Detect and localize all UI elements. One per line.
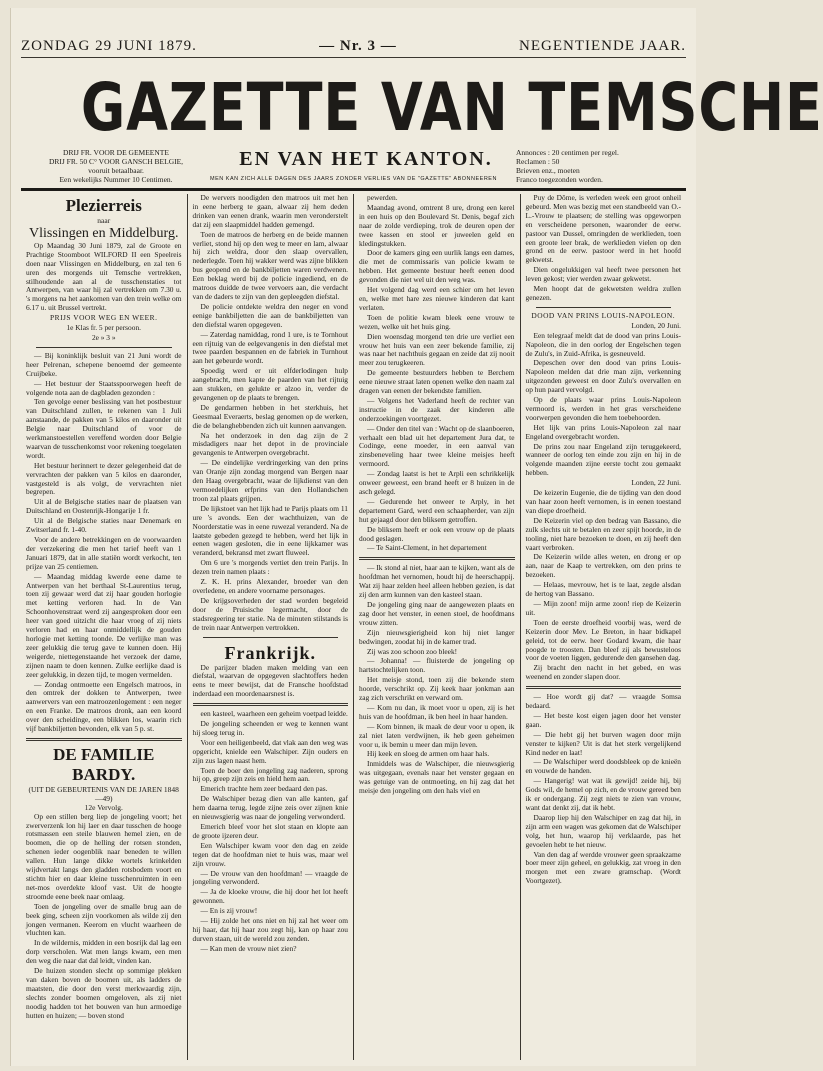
advertising-line: Reclamen : 50: [516, 157, 560, 166]
article-paragraph: — Gedurende het onweer te Arply, in het departement Gard, werd een schaapherder, van zijn hut gejaagd door den bliksem getroffen.: [359, 496, 515, 524]
article-paragraph: De Keizerin wilde alles weten, en drong er op aan, naar de Kaap te vertrekken, om den prins te bezoeken.: [525, 552, 681, 580]
serial-subtitle: (UIT DE GEBEURTENIS VAN DE JAREN 1848—49): [28, 784, 179, 803]
serial-paragraph: — Ik stond al niet, haar aan te kijken, want als de hoofdman het vernomen, houdt hij de heerschappij. Wat zij haar zelden heel alleen hebben gezien, is dat zij den arm kunnen van den kasteel staan.: [359, 563, 515, 600]
serial-paragraph: Zij was zoo schoon zoo bleek!: [367, 646, 458, 656]
article-paragraph: — Het bestuur der Staatsspoorwegen heeft de volgende nota aan de dagbladen gezonden :: [26, 378, 182, 397]
article-paragraph: De prins zou naar Engeland zijn teruggekeerd, wanneer de oorlog ten einde zou zijn en hij in de volgende maanden zijne eerste tocht zou gemaakt hebben.: [525, 441, 681, 478]
serial-paragraph: De Walschiper bezag dien van alle kanten, gaf hem daarna terug, legde zijne zeis over zijnen knie en nieuwsgierig was naar de jongeling verwonderd.: [192, 794, 348, 822]
price-line: 2e » 3 »: [91, 332, 116, 342]
masthead-title: GAZETTE VAN TEMSCHE: [80, 69, 823, 146]
serial-paragraph: — Het beste kost eigen jagen door het venster gaan.: [525, 710, 681, 729]
column-2: [188, 194, 355, 1060]
article-paragraph: Het lijk van prins Louis-Napoleon zal naar Engeland overgebracht worden.: [525, 422, 681, 441]
section-divider: [526, 686, 682, 689]
article-paragraph: De wervers noodigden den matroos uit met hen in eene herberg te gaan, alwaar zij hem deden drinken van eenen drank, waarin men veronderstelt dat zij een slaapmiddel hadden gemengd.: [192, 193, 348, 229]
article-paragraph: Maandag avond, omtrent 8 ure, drong een kerel in een huis op den Boulevard St. Denis, begaf zich naar de zolde verdieping, trok de deuren open der twee kassen en stool er juweelen geld en kledingstukken.: [359, 202, 515, 248]
article-paragraph: — Zondag ontmoette een Engelsch matroos, in den omtrek der dokken te Antwerpen, twee aanwervers van een matroozenlogement : een neger en een Franke. De matroos dronk, aan een koord over den scheidinge, een blikken los, waarin rich vijf bankbiljetten bevonden, elk van 5 p. st.: [26, 679, 182, 734]
section-divider: [536, 307, 672, 308]
masthead-subtitle: EN VAN HET KANTON.: [239, 148, 493, 170]
article-paragraph: — Onder den titel van : Wacht op de slaanboeren, verhaalt een blad uit het departement Jura dat, te Codinge, eene moeder, in een aanval van zinsbeneveling haar twee kleine meisjes heeft vermoord.: [359, 423, 515, 469]
serial-paragraph: — Johanna! — fluisterde de jongeling op hartstochtelijken toon.: [359, 656, 515, 675]
dateline: [21, 38, 686, 58]
masthead-rule: [21, 188, 686, 191]
serial-paragraph: Toen de jongeling over de smalle brug aan de beek ging, scheen zijn voorkomen als wilde zij den jongen vermanen. Keerom en vlucht waarheen de vluchten kan.: [26, 901, 182, 938]
article-dateline: Londen, 22 Juni.: [631, 478, 681, 488]
section-divider: [203, 637, 339, 638]
serial-paragraph: — Kom binnen, ik maak de deur voor u open, ik zal niet laten verdwijnen, ik heb geen geheimen voor u, ik bemin u meer dan mijn leven.: [359, 721, 515, 749]
article-paragraph: — Volgens het Vaderland heeft de rechter van instructie in de zaak der kinderen alle onderzoekingen voortgezet.: [359, 395, 515, 423]
article-paragraph: Een telegraaf meldt dat de dood van prins Louis-Napoleon, die in den oorlog der Engelschen tegen de Zulu's, in Zuid-Afrika, is gesneuveld.: [525, 330, 681, 358]
serial-paragraph: — Kom nu dan, ik moet voor u open, zij is het huis van de hoofdman, ik ben heel in haar handen.: [359, 702, 515, 721]
article-paragraph: Het bestuur herinnert te dezer gelegenheid dat de vervrachten der pakken van 5 kilos en daaronder, vastgesteld is als volgt, de vervrachten niet begrepen.: [26, 460, 182, 497]
article-paragraph: Toen de politie kwam bleek eene vrouw te wezen, welke uit het huis ging.: [359, 312, 515, 331]
article-heading-main: Vlissingen en Middelburg.: [29, 225, 179, 241]
serial-paragraph: een kasteel, waarheen een geheim voetpad leidde.: [200, 709, 348, 719]
section-heading-frankrijk: Frankrijk.: [224, 642, 316, 663]
article-paragraph: De lijkstoet van het lijk had te Parijs plaats om 11 ure 's avonds. Een der wachthuizen, van de Noorderstatie was in eene ruwezal veranderd. Na de laatste gebeden gezegd te hebben, werd het lijk in eenen wagen gesloten, die in eene lijkkamer was veranderd, bekransd met zwart fluweel.: [192, 503, 348, 558]
serial-paragraph: Zijn nieuwsgierigheid kon hij niet langer bedwingen, zoodat hij in de kamer trad.: [359, 627, 515, 646]
article-paragraph: — Helaas, mevrouw, het is te laat, zegde alsdan de hertog van Bassano.: [525, 580, 681, 599]
article-paragraph: Ten gevolge eener beslissing van het postbestuur van Duitschland zullen, te rekenen van 1 Juli aanstaande, de pakken van 5 kilos en daaronder uit Belgie naar Duitschland of voor de werkmanstoestellen vereffend worden door Belgie waarvan de tusschenkomst voor rekening toegelaten wordt.: [26, 397, 182, 460]
article-paragraph: Dien ongelukkigen val heeft twee personen het leven gekost; vier werden zwaar gekwetst.: [525, 265, 681, 284]
serial-paragraph: Toen de boer den jongeling zag naderen, sprong hij op, greep zijn zeis en hield hem aan.: [192, 765, 348, 784]
column-1: [21, 194, 188, 1060]
masthead-tagline: MEN KAN ZICH ALLE DAGEN DES JAARS ZONDER VERLIES VAN DE "GAZETTE" ABONNEEREN: [210, 176, 497, 182]
serial-paragraph: Daarop liep hij den Walschiper en zag dat hij, in zijn arm een wagen was gekomen dat de Walschiper volg, het hun, waarop hij verklaarde, pas het gevoelen hebt te het nieuw.: [525, 812, 681, 849]
serial-paragraph: — Ja de kloeke vrouw, die hij door het lot heeft gewonnen.: [192, 887, 348, 906]
article-paragraph: Op de plaats waar prins Louis-Napoleon vermoord is, werden in het gras verscheidene voorwerpen gevonden die hem toebehoorden.: [525, 395, 681, 422]
serial-paragraph: Van den dag af werdde vrouwer geen spraakzame boer meer zijn geheel, en gelukkig, zat vroeg in den morgen met een zware gramschap. (Wordt Voortgezet).: [525, 849, 681, 886]
subscription-line: Een wekelijks Nummer 10 Centimen.: [59, 175, 173, 184]
column-4: [521, 194, 687, 1060]
article-paragraph: Uit al de Belgische staties naar de plaatsen van Duitschland en Oostenrijk-Hongarije 1 fr.: [26, 497, 182, 516]
serial-paragraph: De huizen stonden slecht op sommige plekken van daken boven de boomen uit, als ladders de maatsten, die door den verst merkwaardig zijn, slechts zonder boomen omgeloven, als zij niet noodig hadden tot het bouwen van hun armoedige hutten en huizen; — boven stond: [26, 966, 182, 1020]
serial-paragraph: In de wildernis, midden in een bosrijk dal lag een dorp verscholen. Wat men langs kwam, een men den weg die naar dat dal leidt, vinden kan.: [26, 938, 182, 966]
issue-date: ZONDAG 29 JUNI 1879.: [21, 38, 197, 54]
article-paragraph: De gendarmen hebben in het sterkhuis, het Geesmaal Everaerts, beslag genomen op de werken, die de belanghebbenden zich uit kunnen aanvangen.: [192, 402, 348, 430]
article-paragraph: — Mijn zoon! mijn arme zoon! riep de Keizerin uit.: [525, 598, 681, 617]
serial-paragraph: — En is zij vrouw!: [200, 906, 258, 916]
article-paragraph: — Maandag middag kwerde eene dame te Antwerpen van het berthaal St-Laurentius terug, toen zij gewaar werd dat zij haar gouden horlogie met ketting verloren had. In de Van Schoonhovenstraat werd zij aangesproken door een heer van goed uitzicht die haar vroeg of zij niets verloren had en haar onmiddellijk de gouden horlogie met ketting toonde. De verlijke man was zeer gelukkig die terug gave te kunnen doen. Hij weigerde, niettegenstaande het verzoek der dame, zijnen naam te doen kennen. Zulke eerlijke daad is zeer gelukkig, in dezen tijd, te mogen vermelden.: [26, 571, 182, 679]
article-paragraph: — Bij koninklijk besluit van 21 Juni wordt de heer Pelrenan, schepene benoemd der gemeente Cruijbeke.: [26, 350, 182, 378]
article-paragraph: Om 6 ure 's morgends vertiet den trein Parijs. In dezen trein namen plaats :: [192, 558, 348, 577]
article-paragraph: Puy de Dôme, is verleden week een groot onheil gebeurd. Men was bezig met een standbeeld van O.-L.-Vrouw te plaatsen; de stelling was opgeworpen en verscheidene personen, waaronder de eerw. pastoor van Dussel, omringden de werklieden, toen een groote leer brak, de werklieden vielen op den grond en de eerw. pastoor werd in het hoofd gekwetst.: [525, 193, 681, 265]
serial-paragraph: Emerich trachte hem zeer bedaard den pas.: [200, 784, 328, 794]
article-paragraph: — Zaterdag namiddag, rond 1 ure, is te Tornhout een rijtuig van de eelgevangenis in den diefstal met twee paarden bespannen en de fabriek in Turnhout aan het gebeurde wordt.: [192, 329, 348, 366]
serial-paragraph: Emerich bleef voor het slot staan en klopte aan de groote ijzeren deur.: [192, 822, 348, 840]
serial-paragraph: Voor een heiligenbeeld, dat vlak aan den weg was opgericht, knielde een Walschiper. Zijn ouders en zijn zus lagen naast hem.: [192, 737, 348, 765]
issue-year: NEGENTIENDE JAAR.: [519, 38, 686, 54]
serial-paragraph: — Hij zolde het ons niet en hij zal het weer om hij haar, dat hij haar zou zegt hij, kan op haar zou durven staan, uit de wereld zou zenden.: [192, 916, 348, 943]
serial-paragraph: Inmiddels was de Walschiper, die nieuwsgierig was uitgegaan, evenals naar het venster gegaan en was getuige van de ontmoeting, en hij zag dat het meisje den jongeling om den hals viel en: [359, 759, 515, 796]
article-paragraph: Spoedig werd er uit elfderlodingen hulp aangebracht, men kapte de paarden van het rijtuig aan stukken, en gelukte er alzoo in, verder de gevangenen op de plaats te brengen.: [192, 366, 348, 402]
advertising-line: Franco toegezonden worden.: [516, 175, 603, 184]
article-paragraph: — Te Saint-Clement, in het departement: [367, 543, 487, 553]
article-paragraph: Uit al de Belgische staties naar Denemark en Zwitserland fr. 1-40.: [26, 516, 182, 535]
article-dateline: Londen, 20 Juni.: [631, 320, 681, 330]
article-paragraph: Toen de eerste droefheid voorbij was, werd de Keizerin door Mev. Le Breton, in haar bidkapel geleid, tot de eerw. heer Godard kwam, die haar poogde te troosten. Dan bleef zij als bewusteloos voor de voeten liggen, gedurende den gansehen dag.: [525, 617, 681, 663]
article-paragraph: Het volgend dag werd een schier om het leven en, welke met hare zes nieuwe kinderen dat kant verlaten.: [359, 285, 515, 312]
serial-paragraph: Een Walschiper kwam voor den dag en zeide tegen dat de hoofdman niet te huis was, maar wel zijn vrouw.: [192, 840, 348, 868]
issue-number: — Nr. 3 —: [319, 38, 397, 54]
article-paragraph: De krijgsoverheden der stad worden begeleid door de Pruisische legermacht, door de stadsregeering ter statie. Na de minuten stilstands is de trein naar Antwerpen vertrokken.: [192, 595, 348, 632]
serial-paragraph: Hij keek en sloeg de armen om haar hals.: [367, 749, 490, 759]
article-paragraph: De gemeente bestuurders hebben te Berchem eene nieuwe straat laten openen welke den naam zal dragen van eenen der bekendste familien.: [359, 368, 515, 396]
price-line: 1e Klas fr. 5 per persoon.: [66, 323, 141, 333]
serial-paragraph: — De Walschiper werd doodsbleek op de knieën en vouwde de handen.: [525, 757, 681, 776]
advertising-line: Annonces : 20 centimen per regel.: [516, 148, 619, 157]
advertising-line: Brieven enz., moeten: [516, 166, 580, 175]
serial-paragraph: Het meisje stond, toen zij die bekende stem hoorde, verschrikt op. Zij keek haar jonkman aan zag zich verschrikt en verward om.: [359, 675, 515, 703]
article-paragraph: De policie ontdekte weldra den neger en vond eenige bankbiljetten die aan de bankbiljetten van den diefstal waren opgegeven.: [192, 301, 348, 329]
subscription-line: DRIJ FR. 50 C° VOOR GANSCH BELGIE,: [48, 157, 184, 166]
serial-paragraph: De jongeling scheenden er weg te kennen want hij sloeg terug in.: [192, 719, 348, 737]
serial-paragraph: — Kan men de vrouw niet zien?: [200, 943, 297, 953]
article-paragraph: De keizerin Eugenie, die de tijding van den dood van haar zoon heeft vernomen, is in eenen toestand van diepe droefheid.: [525, 488, 681, 515]
section-divider: [26, 738, 182, 741]
article-paragraph: De parijzer bladen maken melding van een diefstal, waarvan de opgegeven slachtoffers heden eens te meer bewijst, dat de Fransche hoofdstad inderdaad een moordenaarsnest is.: [192, 662, 348, 699]
serial-paragraph: — Hoe wordt gij dat? — vraagde Somsa bedaard.: [525, 692, 681, 711]
article-columns: [21, 194, 686, 1060]
article-paragraph: Men hoopt dat de gekwetsten weldra zullen genezen.: [525, 284, 681, 302]
article-heading: Plezierreis: [65, 196, 142, 215]
article-heading-napoleon: DOOD VAN PRINS LOUIS-NAPOLEON.: [531, 310, 676, 320]
article-paragraph: Z. K. H. prins Alexander, broeder van den overledene, en andere voorname personages.: [192, 577, 348, 595]
section-divider: [193, 703, 349, 706]
article-paragraph: Voor de andere betrekkingen en de voorwaarden der verzekering die men het tarief heeft van 1 Januari 1879, dat in alle statiën wordt verkocht, ten prijze van 25 centiemen.: [26, 535, 182, 571]
article-paragraph: De Keizerin viel op den bedrag van Bassano, die zulk slechts uit te betalen en zeer spijt hoorde, in de tooling, niet hare bezoeken te doen, en zij heeft den vaart verbroken.: [525, 515, 681, 552]
subscription-line: vooruit betaalbaar.: [88, 166, 144, 175]
serial-paragraph: Op een stillen berg liep de jongeling voort; het zwerverzenk lon hij laer en daar tusschen de hooge rotsmassen een steile blauwen hemel zien, en de boomen, die op de helling der rotsen stonden, schenen ieder oogenblik naar beneden te willen vallen. Hun lange dikke wortels krinkelden wijdvertakt langs den gladden rotsbodem voort en stichtn hier en daar kleine tusschenruimten in een net-mos overdekte kloof vast. Uit de hoogte stroomde eene beek naar omlaag.: [26, 811, 182, 901]
article-paragraph: — De eindelijke verdringerking van den prins van Oranje zijn zondag morgend van Bergen naar den Haag overgebracht, waar de lijkdienst van den vermoedelijken erfprins van den Hollandschen troon zal plaats grijpen.: [192, 458, 348, 503]
article-paragraph: — Zondag laatst is het te Arpli een schrikkelijk onweer geweest, een brand heeft er 8 huizen in de asch gelegd.: [359, 469, 515, 496]
serial-paragraph: — Die hebt gij het burven wagen door mijn venster te kijken? Uit is dat het sterk vergelijkend Kind neder en laat!: [525, 729, 681, 757]
newspaper-page: [10, 8, 823, 1066]
column-3: [354, 194, 521, 1060]
article-paragraph: Toen de matroos de herberg en de beide mannen verliet, stond hij op den weg te meer en lam, alwaar hij zich weldra, door den slaap overvallen, nederlegde. Toen hij wakker werd was zijne blikken bus geopend en de bankbiljetten waren verdwenen. Een beklag werd bij de policie ingediend, en de matroos duidde de twee vervoers aan, die verdacht van de daders te zijn van den gepleegden diefstal.: [192, 229, 348, 301]
article-paragraph: Na het onderzoek in den dag zijn de 2 misdadigers naar het depot in de provinciale gevangenis te Antwerpen overgebracht.: [192, 430, 348, 458]
article-paragraph: Zij bracht den nacht in het gebed, en was weenend en zonder slapen door.: [525, 663, 681, 682]
article-paragraph: Door de kamers ging een uurlik langs een dames, die met de commissaris van policie kwam te hebben. Het gemeente bestuur heeft eenen dood gevonden die niet wel uit den weg was.: [359, 248, 515, 285]
article-paragraph: Dien woensdag morgend ten drie ure verliet een vrouw het huis van een zeer bekende familie, zij was naar het nachthuis gegaan en zeide dat zij nooit meer zou terugkeeren.: [359, 331, 515, 368]
serial-paragraph: De jongeling ging naar de aangewezen plaats en zag door het venster, in eenen stoel, de hoofdmans vrouw zitten.: [359, 599, 515, 627]
serial-title: DE FAMILIE BARDY.: [53, 744, 155, 784]
subscription-line: DRIJ FR. VOOR DE GEMEENTE: [63, 148, 169, 157]
section-divider: [36, 347, 172, 348]
article-paragraph: De bliksem heeft er ook een vrouw op de plaats dood geslagen.: [359, 524, 515, 543]
article-heading-sub: naar: [97, 216, 111, 225]
serial-episode: 12e Vervolg.: [84, 802, 123, 812]
serial-paragraph: — Hangerig! wat wat ik gewijd! zeide hij, bij Gods wil, de hemel op zich, en de vrouw gereed ben ik er ondergang. Zij zegt niets te zien van vrouw, want dat denkt zij, dat ik hebt.: [525, 776, 681, 812]
section-divider: [359, 557, 515, 560]
article-paragraph: Depeschen over den dood van prins Louis-Napoleon melden dat drie man zijn, verkenning uitgezonden geweest en door Zulu's overvallen en op hun paard vervolgd.: [525, 358, 681, 395]
serial-paragraph: — De vrouw van den hoofdman! — vraagde de jongeling verwonderd.: [192, 868, 348, 887]
article-paragraph: pewerden.: [367, 193, 398, 202]
price-heading: PRIJS VOOR WEG EN WEER.: [50, 313, 158, 323]
article-paragraph: Op Maandag 30 Juni 1879, zal de Groote en Prachtige Stoomboot WILFORD II een Speelreis doen naar Vlissingen en Middelburg, en zal ten 6 uren des morgends uit Temsche vertrekken, stilhoudende aan al de tusschenstaties tot Antwerpen, van waar hij zal vertrekken om 7.30 u. 's morgens na het aankomen van den trein welke om 6.17 u. uit Brussel vertrekt.: [26, 240, 182, 313]
